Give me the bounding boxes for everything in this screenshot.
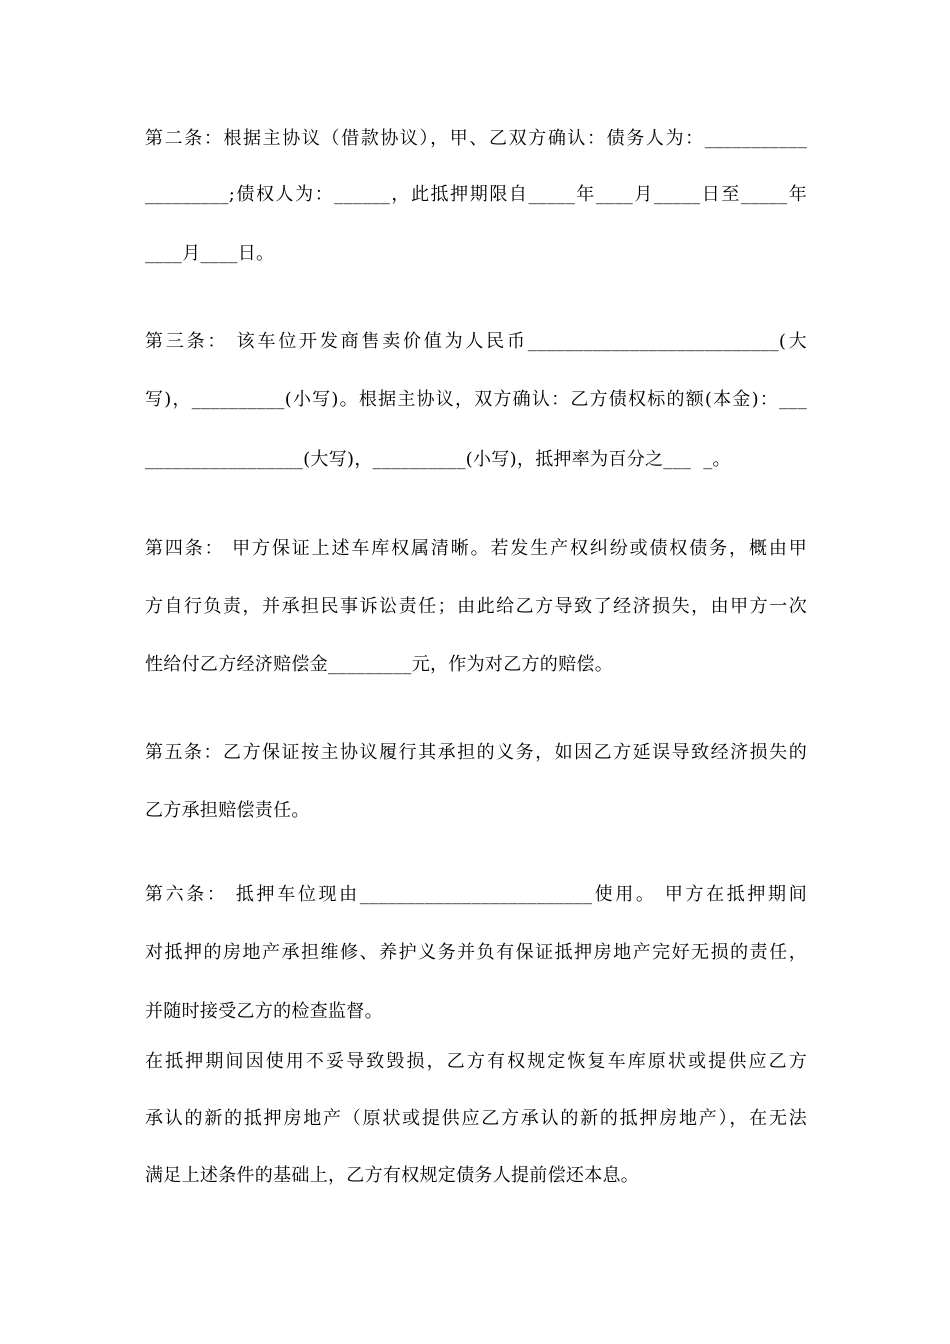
article-5-line-1: 第五条：乙方保证按主协议履行其承担的义务，如因乙方延误导致经济损失的: [145, 742, 807, 763]
article-4-line-1: 第四条： 甲方保证上述车库权属清晰。若发生产权纠纷或债权债务，概由甲: [145, 538, 807, 559]
article-2-line-2: _________;债权人为：______，此抵押期限自_____年____月_____日至_____年: [145, 184, 807, 205]
article-6-line-1: 第六条： 抵押车位现由_________________________使用。 甲方在抵押期间: [145, 884, 807, 905]
paragraph-damage-line-3: 满足上述条件的基础上，乙方有权规定债务人提前偿还本息。: [145, 1165, 640, 1186]
paragraph-damage-line-1: 在抵押期间因使用不妥导致毁损，乙方有权规定恢复车库原状或提供应乙方: [145, 1051, 807, 1072]
article-2-line-3: ____月____日。: [145, 243, 275, 264]
article-3-line-1: 第三条： 该车位开发商售卖价值为人民币___________________________(大: [145, 331, 807, 352]
article-3-line-2: 写)，__________(小写)。根据主协议，双方确认：乙方债权标的额(本金)：___: [145, 389, 807, 410]
article-5-line-2: 乙方承担赔偿责任。: [145, 800, 310, 821]
article-4-line-3: 性给付乙方经济赔偿金_________元，作为对乙方的赔偿。: [145, 654, 613, 675]
article-6-line-3: 并随时接受乙方的检查监督。: [145, 1001, 383, 1022]
paragraph-damage-line-2: 承认的新的抵押房地产（原状或提供应乙方承认的新的抵押房地产），在无法: [145, 1108, 807, 1129]
article-4-line-2: 方自行负责，并承担民事诉讼责任；由此给乙方导致了经济损失，由甲方一次: [145, 596, 807, 617]
article-6-line-2: 对抵押的房地产承担维修、养护义务并负有保证抵押房地产完好无损的责任，: [145, 942, 807, 963]
article-2-line-1: 第二条：根据主协议（借款协议），甲、乙双方确认：债务人为：___________: [145, 128, 807, 149]
article-3-line-3: _________________(大写)，__________(小写)，抵押率为百分之___ _。: [145, 449, 731, 470]
